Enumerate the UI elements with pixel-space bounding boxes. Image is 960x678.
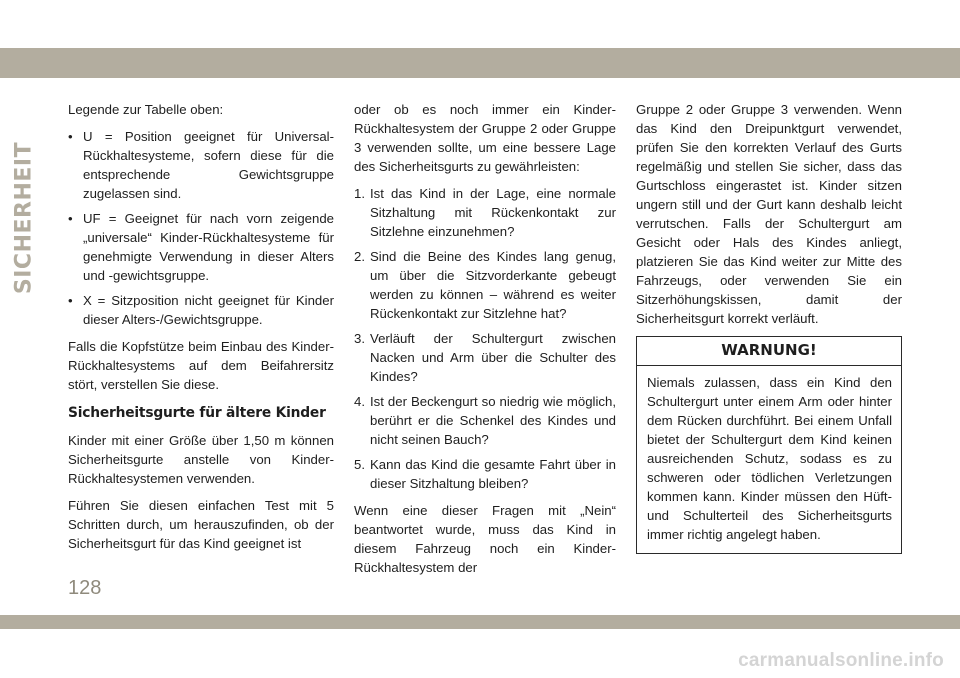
step-text: Sind die Beine des Kindes lang genug, um über die Sitzvorderkante gebeugt werden zu können – während es weiter Rückenkontakt zur Sitzlehne hat? bbox=[370, 249, 616, 321]
legend-intro: Legende zur Tabelle oben: bbox=[68, 102, 224, 117]
test-intro-continued: oder ob es noch immer ein Kinder-Rückhaltesystem der Gruppe 2 oder Gruppe 3 verwenden sollte, um eine bessere Lage des Sicherheitsgurts zu gewährleisten: bbox=[354, 102, 616, 174]
warning-title: WARNUNG! bbox=[637, 337, 901, 366]
legend-list bbox=[68, 127, 334, 329]
step-text: Ist der Beckengurt so niedrig wie möglich, berührt er die Schenkel des Kindes und nicht seinen Bauch? bbox=[370, 394, 616, 447]
section-label: SICHERHEIT bbox=[11, 141, 37, 295]
test-steps-list bbox=[354, 184, 616, 493]
legend-item-text: X = Sitzposition nicht geeignet für Kinder dieser Alters-/Gewichtsgruppe. bbox=[83, 293, 334, 327]
test-step bbox=[354, 247, 616, 323]
warning-body: Niemals zulassen, dass ein Kind den Schultergurt unter einem Arm oder hinter dem Rücken durchführt. Bei einem Unfall bietet der Schultergurt dem Kind keinen ausreichenden Schutz, sodass es zu schweren oder tödlichen Verletzungen kommen kann. Kinder müssen den Hüft- und Schulterteil des Sicherheitsgurts immer richtig angelegt haben. bbox=[647, 375, 892, 542]
test-step bbox=[354, 455, 616, 493]
bottom-decorative-band bbox=[0, 615, 960, 629]
step-number: 1. bbox=[354, 186, 365, 201]
step-number: 4. bbox=[354, 394, 365, 409]
legend-item bbox=[68, 127, 334, 203]
legend-item bbox=[68, 291, 334, 329]
step-number: 3. bbox=[354, 331, 365, 346]
legend-item-text: UF = Geeignet für nach vorn zeigende „universale“ Kinder-Rückhaltesysteme für genehmigte Verwendung in dieser Alters und -gewichtsgruppe. bbox=[83, 211, 334, 283]
paragraph-test-intro: Führen Sie diesen einfachen Test mit 5 Schritten durch, um herauszufinden, ob der Sicherheitsgurt für das Kind geeignet ist bbox=[68, 498, 334, 551]
watermark: carmanualsonline.info bbox=[738, 650, 944, 671]
section-heading: Sicherheitsgurte für ältere Kinder bbox=[68, 405, 326, 421]
step-text: Ist das Kind in der Lage, eine normale Sitzhaltung mit Rückenkontakt zur Sitzlehne einzunehmen? bbox=[370, 186, 616, 239]
page-number: 128 bbox=[68, 577, 102, 599]
bullet-marker: • bbox=[68, 293, 73, 308]
paragraph-height-rule: Kinder mit einer Größe über 1,50 m können Sicherheitsgurte anstelle von Kinder-Rückhaltesystemen verwenden. bbox=[68, 433, 334, 486]
top-decorative-band bbox=[0, 48, 960, 78]
test-step bbox=[354, 184, 616, 241]
legend-item-text: U = Position geeignet für Universal-Rückhaltesysteme, sofern diese für die entsprechende Gewichtsgruppe zugelassen sind. bbox=[83, 129, 334, 201]
step-text: Kann das Kind die gesamte Fahrt über in dieser Sitzhaltung bleiben? bbox=[370, 457, 616, 491]
column-2 bbox=[354, 100, 616, 585]
bullet-marker: • bbox=[68, 211, 73, 226]
test-step bbox=[354, 392, 616, 449]
bullet-marker: • bbox=[68, 129, 73, 144]
continuation-paragraph: Gruppe 2 oder Gruppe 3 verwenden. Wenn das Kind den Dreipunktgurt verwendet, prüfen Sie den korrekten Verlauf des Gurts regelmäßig und stellen Sie sicher, dass das Gurtschloss eingerastet ist. Kinder sitzen ungern still und der Gurt kann deshalb leicht verrutschen. Falls der Schultergurt am Gesicht oder Hals des Kindes anliegt, platzieren Sie das Kind weiter zur Mitte des Fahrzeugs, oder verwenden Sie ein Sitzerhöhungskissen, damit der Sicherheitsgurt korrekt verläuft. bbox=[636, 102, 902, 326]
column-3 bbox=[636, 100, 902, 554]
warning-box bbox=[636, 336, 902, 554]
closing-paragraph: Wenn eine dieser Fragen mit „Nein“ beantwortet wurde, muss das Kind in diesem Fahrzeug noch ein Kinder-Rückhaltesystem der bbox=[354, 503, 616, 575]
legend-item bbox=[68, 209, 334, 285]
test-step bbox=[354, 329, 616, 386]
step-number: 2. bbox=[354, 249, 365, 264]
step-number: 5. bbox=[354, 457, 365, 472]
column-1 bbox=[68, 100, 334, 561]
step-text: Verläuft der Schultergurt zwischen Nacken und Arm über die Schulter des Kindes? bbox=[370, 331, 616, 384]
headrest-note: Falls die Kopfstütze beim Einbau des Kinder-Rückhaltesystems auf dem Beifahrersitz stört, verstellen Sie diese. bbox=[68, 339, 334, 392]
